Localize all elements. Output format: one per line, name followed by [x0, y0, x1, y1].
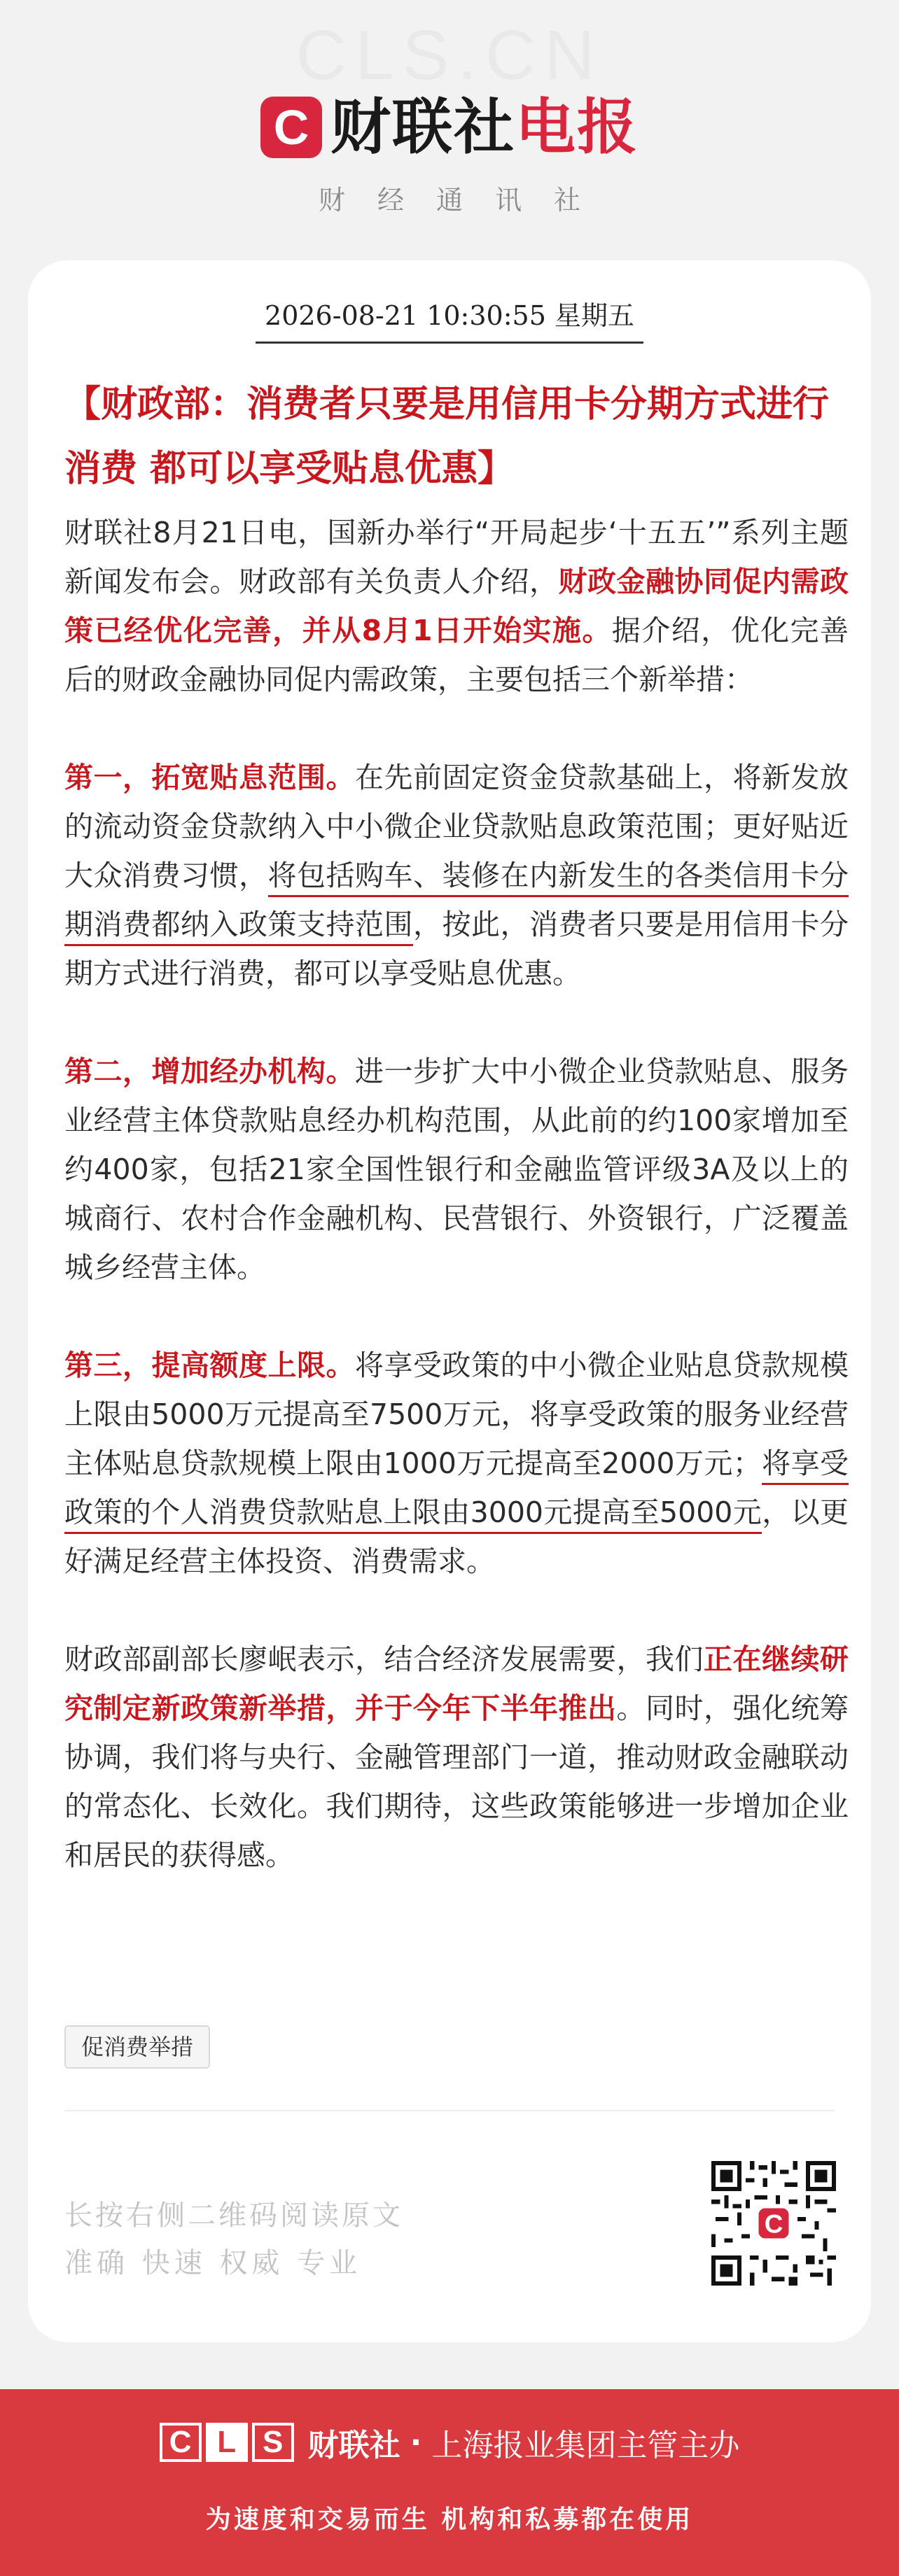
- banner-org-text: 上海报业集团主管主办: [431, 2428, 740, 2463]
- cls-letter-s: S: [252, 2423, 294, 2462]
- paragraph-measure-1: [64, 753, 849, 998]
- brand-header: [0, 92, 899, 162]
- text-span: 在先前固定资金贷款基础上，将新发放的流动资金贷款纳入中小微企业贷款贴息政策范围；更好贴近大众消费习惯，: [64, 761, 849, 892]
- card-divider: [64, 2110, 835, 2111]
- topic-tag[interactable]: 促消费举措: [64, 2025, 210, 2069]
- brand-name-dianbao: 电报: [515, 92, 639, 162]
- article-card: [28, 260, 871, 2342]
- paragraph-closing: [64, 1635, 849, 1880]
- brand-name-cailianshe: 财联社: [330, 92, 515, 162]
- qr-center-logo: C: [764, 2209, 783, 2239]
- article-title: 【财政部：消费者只要是用信用卡分期方式进行消费 都可以享受贴息优惠】: [64, 383, 830, 490]
- text-span: ，按此，消费者只要是用信用卡分期方式进行消费，都可以享受贴息优惠。: [64, 908, 849, 990]
- cls-logo-icon: C: [260, 97, 322, 158]
- text-span: 财联社8月21日电，国新办举行“开局起步‘十五五’”系列主题新闻发布会。财政部有关负责人介绍，: [64, 516, 849, 598]
- text-span: 将享受政策的中小微企业贴息贷款规模上限由5000万元提高至7500万元，将享受政策的服务业经营主体贴息贷款规模上限由1000万元提高至2000万元；: [64, 1349, 849, 1480]
- brand-title: [330, 92, 639, 162]
- underlined-text: 将享受政策的个人消费贷款贴息上限由3000元提高至5000元: [64, 1447, 849, 1534]
- banner-dot: ·: [410, 2424, 422, 2461]
- article-body: [64, 508, 849, 1929]
- cls-letter-l: L: [206, 2423, 248, 2462]
- text-span: 进一步扩大中小微企业贷款贴息、服务业经营主体贷款贴息经办机构范围，从此前的约100家增加至约400家，包括21家全国性银行和金融监管评级3A及以上的城商行、农村合作金融机构、民营银行、外资银行，广泛覆盖城乡经营主体。: [64, 1055, 849, 1284]
- text-span: 。同时，强化统筹协调，我们将与央行、金融管理部门一道，推动财政金融联动的常态化、长效化。我们期待，这些政策能够进一步增加企业和居民的获得感。: [64, 1691, 849, 1872]
- slogan-text: 准确 快速 权威 专业: [64, 2247, 362, 2279]
- banner-slogan: 为速度和交易而生 机构和私募都在使用: [205, 2505, 694, 2534]
- text-span: ，以更好满足经营主体投资、消费需求。: [64, 1495, 849, 1578]
- paragraph-measure-3: [64, 1341, 849, 1586]
- datetime-underline: [256, 342, 643, 344]
- paragraph-intro: [64, 508, 849, 704]
- underlined-text: 将包括购车、装修在内新发生的各类信用卡分期消费都纳入政策支持范围: [64, 859, 849, 946]
- measure-heading: 第三，提高额度上限。: [64, 1349, 355, 1382]
- article-datetime: 2026-08-21 10:30:55 星期五: [265, 300, 634, 331]
- text-span: 据介绍，优化完善后的财政金融协同促内需政策，主要包括三个新举措：: [64, 614, 849, 696]
- qr-hint-text: 长按右侧二维码阅读原文: [64, 2200, 403, 2232]
- highlight-text: 正在继续研究制定新政策新举措，并于今年下半年推出: [64, 1642, 849, 1725]
- qr-code-icon[interactable]: [711, 2161, 836, 2286]
- cls-letters: [160, 2423, 298, 2462]
- bottom-banner: [0, 2389, 899, 2576]
- measure-heading: 第一，拓宽贴息范围。: [64, 761, 355, 794]
- text-span: 财政部副部长廖岷表示，结合经济发展需要，我们: [64, 1642, 704, 1676]
- cls-watermark: CLS.CN: [295, 16, 604, 94]
- highlight-text: 财政金融协同促内需政策已经优化完善，并从8月1日开始实施。: [64, 565, 849, 647]
- measure-heading: 第二，增加经办机构。: [64, 1055, 355, 1088]
- brand-subtitle: 财经通讯社: [318, 185, 613, 216]
- paragraph-measure-2: [64, 1047, 849, 1292]
- banner-brand-name: 财联社: [307, 2428, 400, 2463]
- cls-letter-c: C: [160, 2423, 202, 2462]
- banner-org-line: [0, 2420, 899, 2465]
